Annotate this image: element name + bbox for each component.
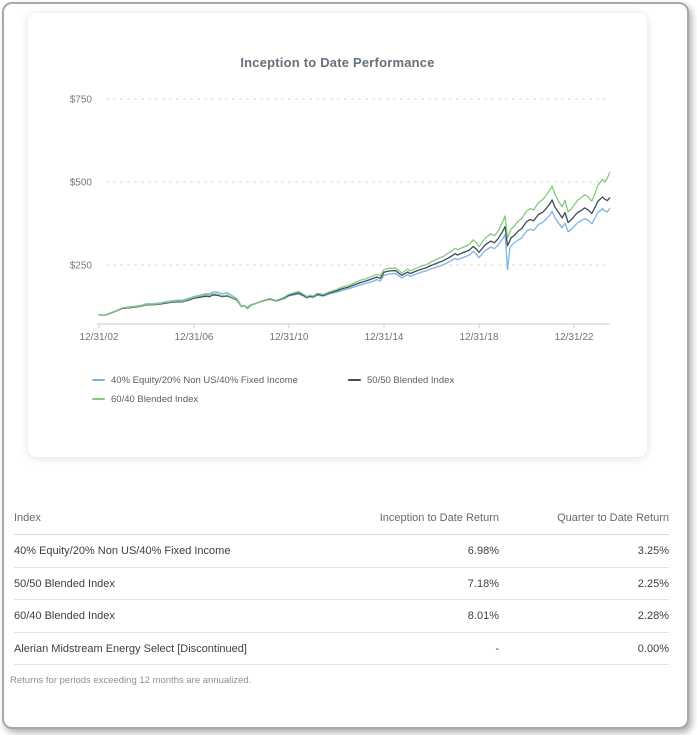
- table-cell-qtd: 0.00%: [499, 633, 669, 666]
- column-header-qtd-return: Quarter to Date Return: [499, 500, 669, 535]
- svg-text:12/31/14: 12/31/14: [364, 332, 404, 343]
- column-header-index: Index: [14, 500, 299, 535]
- table-cell-itd: -: [299, 633, 499, 666]
- table-cell-itd: 8.01%: [299, 600, 499, 633]
- table-cell-index: 60/40 Blended Index: [14, 600, 299, 633]
- svg-text:$750: $750: [69, 94, 92, 106]
- svg-text:12/31/10: 12/31/10: [269, 332, 309, 343]
- chart-title: Inception to Date Performance: [240, 55, 435, 70]
- legend-label: 50/50 Blended Index: [367, 374, 455, 386]
- svg-text:12/31/22: 12/31/22: [554, 332, 594, 343]
- table-cell-qtd: 2.28%: [499, 600, 669, 633]
- table-cell-qtd: 2.25%: [499, 568, 669, 601]
- legend-label: 60/40 Blended Index: [111, 393, 199, 405]
- legend-item-50-50[interactable]: [348, 373, 454, 387]
- legend-swatch-blue: [92, 379, 105, 381]
- column-header-itd-return: Inception to Date Return: [299, 500, 499, 535]
- table-cell-index: 40% Equity/20% Non US/40% Fixed Income: [14, 535, 299, 568]
- legend-label: 40% Equity/20% Non US/40% Fixed Income: [111, 374, 298, 386]
- table-cell-index: 50/50 Blended Index: [14, 568, 299, 601]
- returns-table: [8, 500, 683, 686]
- table-cell-qtd: 3.25%: [499, 535, 669, 568]
- table-cell-itd: 7.18%: [299, 568, 499, 601]
- report-window: [2, 2, 689, 729]
- performance-line-chart: [28, 13, 647, 457]
- svg-text:12/31/18: 12/31/18: [459, 332, 499, 343]
- svg-text:12/31/06: 12/31/06: [174, 332, 214, 343]
- legend-item-60-40[interactable]: [92, 392, 198, 406]
- table-cell-index: Alerian Midstream Energy Select [Discontinued]: [14, 633, 299, 666]
- svg-text:$500: $500: [69, 177, 92, 189]
- table-footnote: Returns for periods exceeding 12 months are annualized.: [10, 675, 252, 686]
- performance-chart-card: [28, 13, 647, 457]
- table-cell-itd: 6.98%: [299, 535, 499, 568]
- svg-text:$250: $250: [69, 260, 92, 272]
- legend-swatch-green: [92, 398, 105, 400]
- legend-swatch-dark: [348, 379, 361, 381]
- legend-item-40-equity[interactable]: [92, 373, 298, 387]
- svg-text:12/31/02: 12/31/02: [79, 332, 119, 343]
